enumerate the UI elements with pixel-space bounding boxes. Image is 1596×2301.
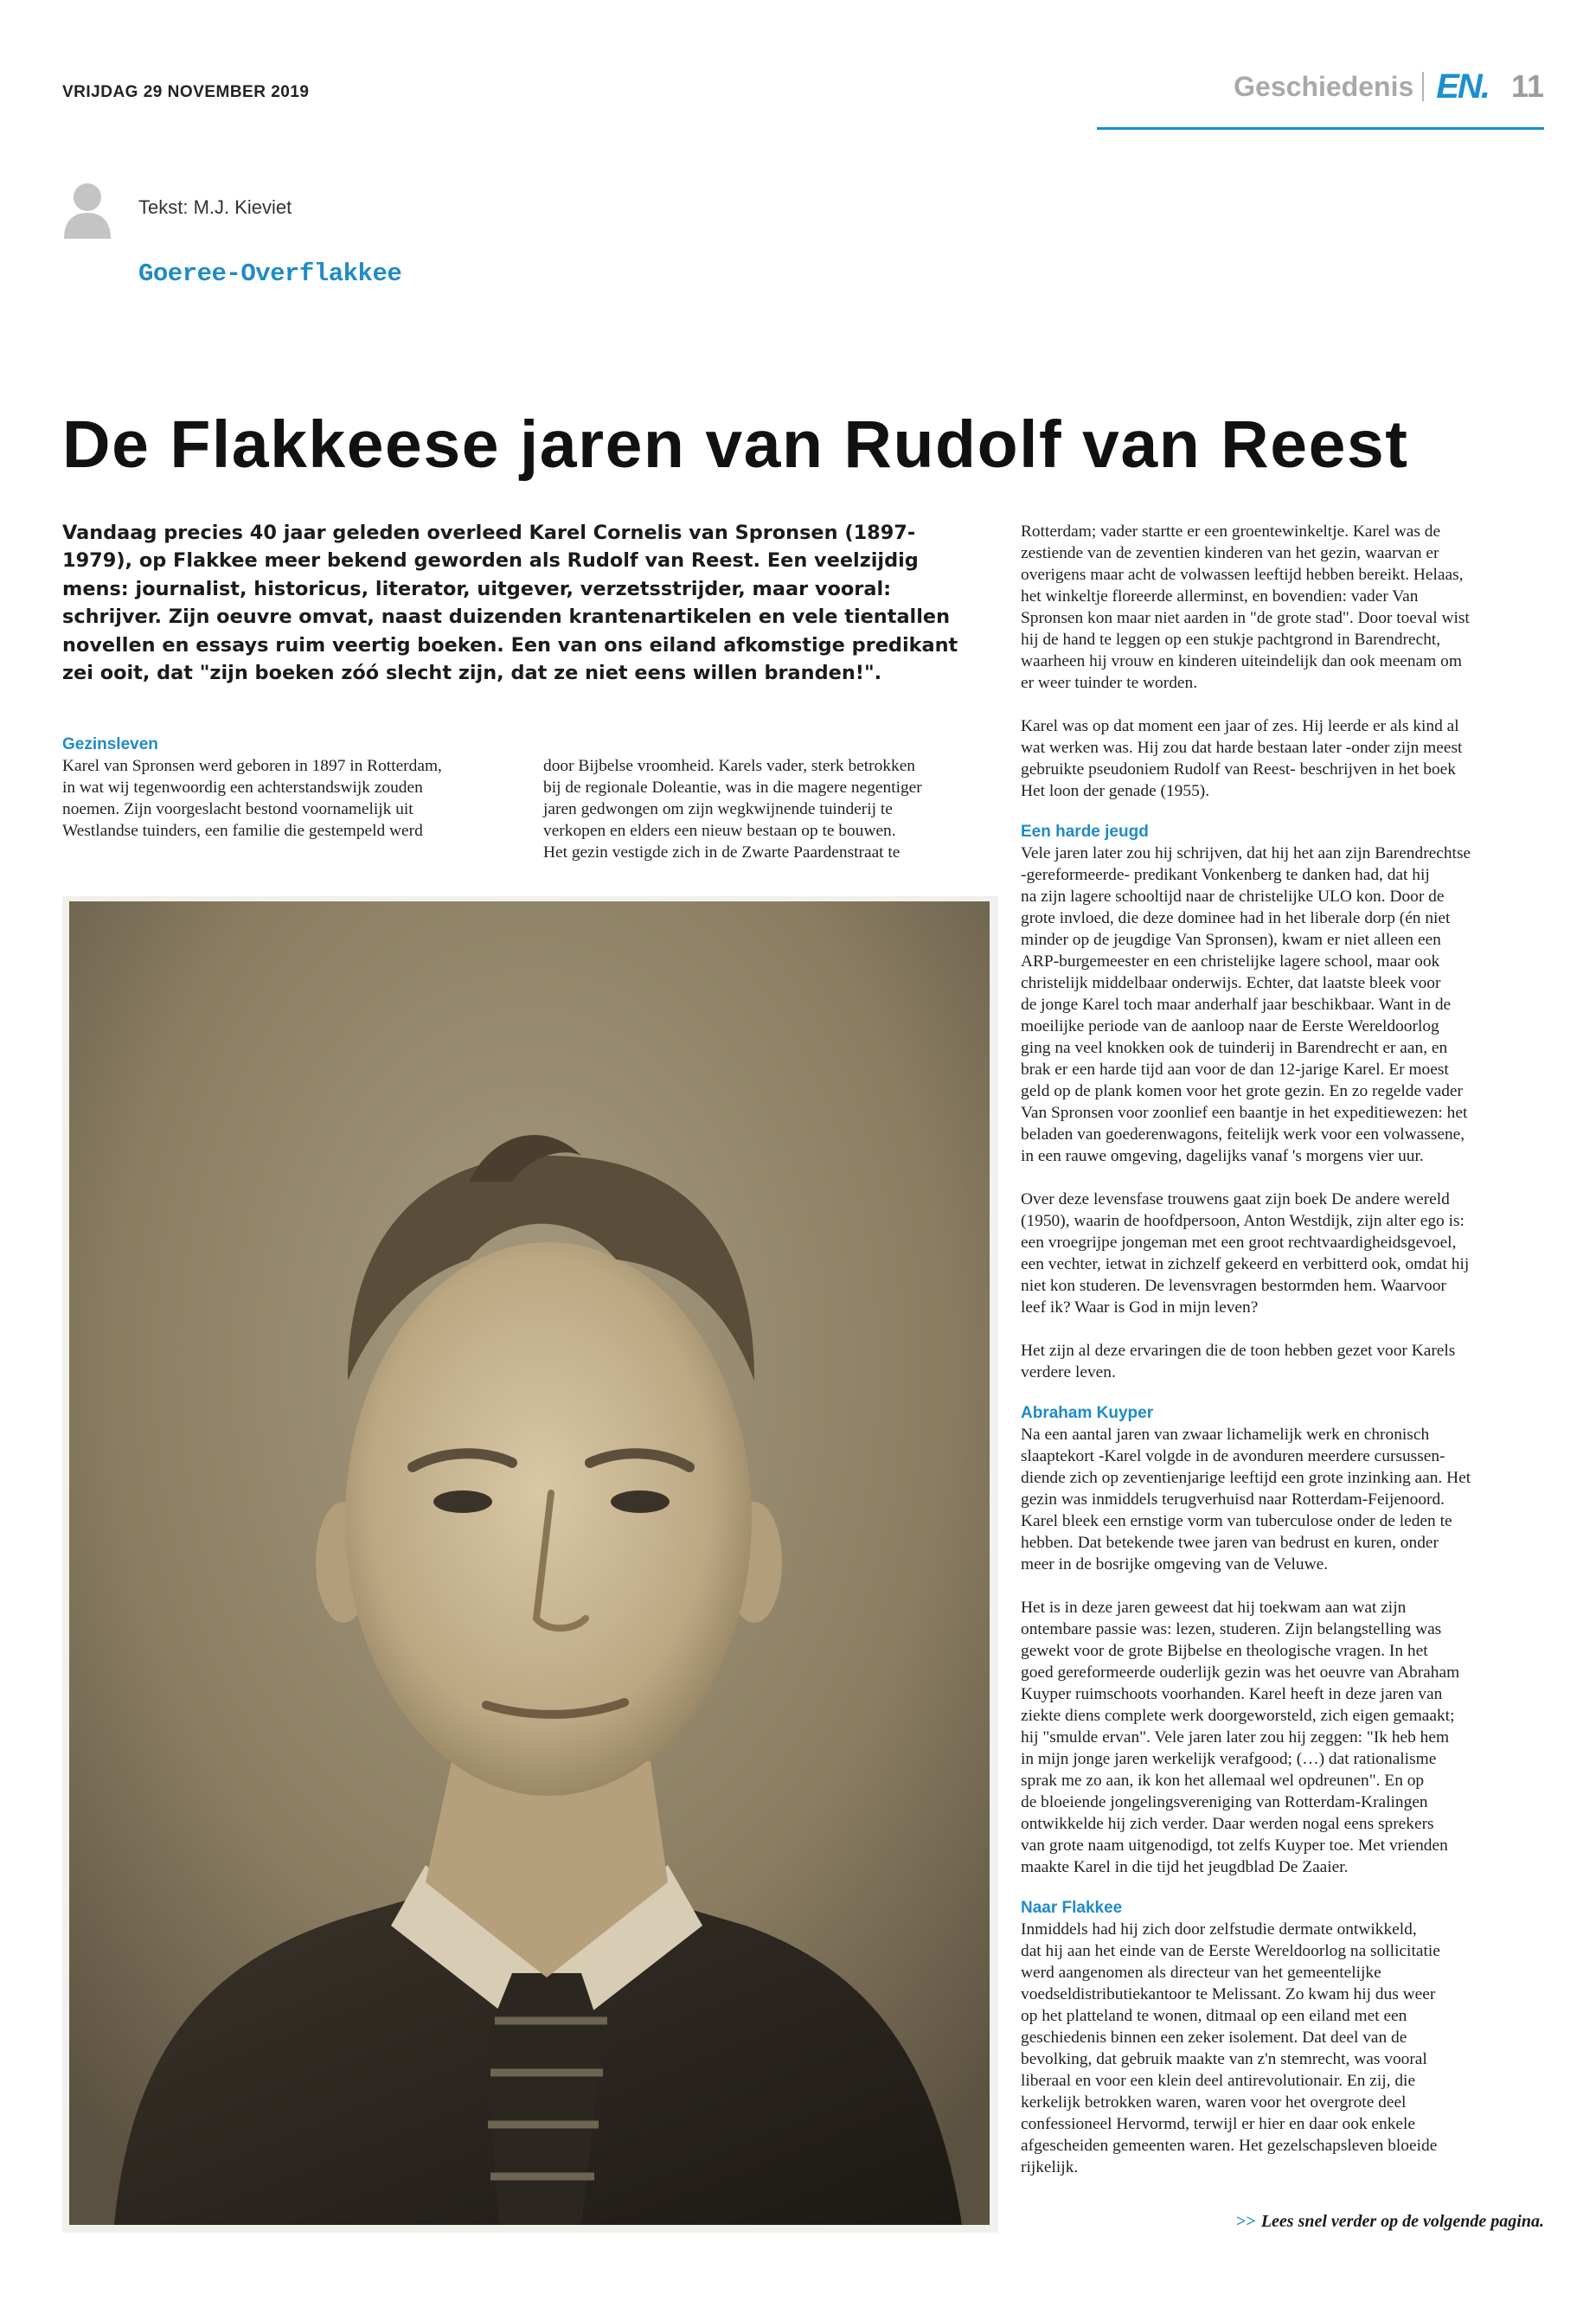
body-column-left [62,734,512,842]
text-line: ontembare passie was: lezen, studeren. Zijn belangstelling was [1021,1620,1442,1638]
text-line: gewekt voor de grote Bijbelse en theologische vragen. In het [1021,1642,1428,1660]
text-line: verkopen en elders een nieuw bestaan op te bouwen. [543,822,896,840]
region-label: Goeree-Overflakkee [138,260,402,288]
text-line: hebben. Dat betekende twee jaren van bedrust en kuren, onder [1021,1534,1439,1552]
text-line: in een rauwe omgeving, dagelijks vanaf 's morgens vier uur. [1021,1147,1424,1165]
text-line: zestiende van de zeventien kinderen van het gezin, waarvan er [1021,544,1439,562]
issue-date: VRIJDAG 29 NOVEMBER 2019 [62,83,310,101]
text-line: niet kon studeren. De levensvragen bestormden hem. Waarvoor [1021,1277,1446,1295]
text-line: diende zich op zeventienjarige leeftijd een grote inzinking aan. Het [1021,1469,1471,1487]
subhead-gezinsleven: Gezinsleven [62,735,158,753]
text-line: Karel bleek een ernstige vorm van tuberculose onder de leden te [1021,1512,1452,1530]
text-line: confessioneel Hervormd, terwijl er hier en daar ook enkele [1021,2115,1416,2133]
body-column-middle [543,734,976,863]
text-line: -gereformeerde- predikant Vonkenberg te danken had, dat hij [1021,866,1430,884]
text-line: de bloeiende jongelingsvereniging van Rotterdam-Kralingen [1021,1793,1428,1811]
text-line: overigens maar acht de volwassen leeftijd hebben bereikt. Helaas, [1021,566,1464,584]
text-line: Vele jaren later zou hij schrijven, dat hij het aan zijn Barendrechtse [1021,844,1471,862]
text-line: moeilijke periode van de aanloop naar de Eerste Wereldoorlog [1021,1017,1439,1035]
text-line: wat werken was. Hij zou dat harde bestaan later -onder zijn meest [1021,739,1463,757]
text-line: gebruikte pseudoniem Rudolf van Reest- beschrijven in het boek [1021,760,1456,779]
text-line: leef ik? Waar is God in mijn leven? [1021,1298,1259,1317]
paragraph [1021,521,1548,694]
text-line: Kuyper ruimschoots voorhanden. Karel heeft in deze jaren van [1021,1685,1443,1703]
text-line: ARP-burgemeester en een christelijke lagere school, maar ook [1021,952,1440,971]
text-line: waarheen hij vrouw en kinderen uiteindelijk dan ook meenam om [1021,652,1462,670]
text-line: bevolking, dat gebruik maakte van z'n stemrecht, was vooral [1021,2050,1427,2068]
header-rule [1097,127,1544,130]
text-line: een vroegrijpe jongeman met een groot rechtvaardigheidsgevoel, [1021,1234,1457,1252]
text-line: geschiedenis binnen een zeker isolement. Dat deel van de [1021,2029,1407,2047]
text-line: Inmiddels had hij zich door zelfstudie dermate ontwikkeld, [1021,1920,1417,1939]
brand-logo: EN. [1436,67,1489,106]
text-line: minder op de jeugdige Van Spronsen), kwam er niet alleen een [1021,931,1441,949]
text-line: er weer tuinder te worden. [1021,674,1198,692]
text-line: slaaptekort -Karel volgde in de avonduren meerdere cursussen- [1021,1447,1445,1465]
text-line: ontwikkelde hij zich verder. Daar werden nogal eens sprekers [1021,1815,1434,1833]
text-line: hij "smulde ervan". Vele jaren later zou hij zeggen: "Ik heb hem [1021,1728,1450,1747]
text-line: dat hij aan het einde van de Eerste Wereldoorlog na sollicitatie [1021,1942,1440,1960]
header-divider [1422,72,1424,101]
subhead-naar-flakkee: Naar Flakkee [1021,1899,1123,1917]
text-line: Het zijn al deze ervaringen die de toon hebben gezet voor Karels [1021,1342,1456,1360]
text-line: door Bijbelse vroomheid. Karels vader, sterk betrokken [543,757,916,775]
text-line: sprak me zo aan, ik kon het allemaal wel opdreunen". En op [1021,1772,1425,1790]
text-line: Over deze levensfase trouwens gaat zijn boek De andere wereld [1021,1190,1450,1208]
paragraph [1021,1424,1548,1575]
continue-notice[interactable] [1236,2212,1544,2232]
text-line: (1950), waarin de hoofdpersoon, Anton Westdijk, zijn alter ego is: [1021,1212,1465,1230]
text-line: Na een aantal jaren van zwaar lichamelijk werk en chronisch [1021,1426,1430,1444]
text-line: beladen van goederenwagons, feitelijk werk voor een volwassene, [1021,1125,1465,1144]
subhead-een-harde-jeugd: Een harde jeugd [1021,823,1149,841]
text-line: van grote naam uitgenodigd, tot zelfs Kuyper toe. Met vrienden [1021,1836,1448,1855]
person-silhouette-icon [62,180,112,239]
text-line: Spronsen kon maar niet aarden in "de grote stad". Door toeval wist [1021,609,1470,627]
text-line: verdere leven. [1021,1363,1116,1381]
text-line: geld op de plank komen voor het grote gezin. En zo regelde vader [1021,1082,1463,1100]
paragraph [1021,843,1548,1167]
text-line: goed gereformeerde ouderlijk gezin was het oeuvre van Abraham [1021,1663,1460,1682]
text-line: Westlandse tuinders, een familie die gestempeld werd [62,822,423,840]
text-line: in mijn jonge jaren werkelijk verafgood; (…) dat rationalisme [1021,1750,1437,1768]
text-line: Rotterdam; vader startte er een groentewinkeltje. Karel was de [1021,522,1441,541]
text-line: ziekte diens complete werk doorgeworsteld, zich eigen gemaakt; [1021,1707,1455,1725]
text-line: voedseldistributiekantoor te Melissant. Zo kwam hij dus weer [1021,1985,1436,2003]
text-line: christelijk middelbaar onderwijs. Echter, dat laatste bleek voor [1021,974,1441,992]
subhead-abraham-kuyper: Abraham Kuyper [1021,1404,1154,1422]
text-line: Het loon der genade (1955). [1021,782,1210,800]
text-line: jaren gedwongen om zijn wegkwijnende tuinderij te [543,800,893,818]
paragraph [1021,1189,1548,1318]
text-line: noemen. Zijn voorgeslacht bestond voornamelijk uit [62,800,413,818]
text-line: kerkelijk betrokken waren, waren voor het overgrote deel [1021,2093,1407,2112]
text-line: ging na veel knokken ook de tuinderij in Barendrecht er aan, en [1021,1039,1448,1057]
paragraph [1021,715,1548,802]
paragraph [62,755,512,842]
text-line: na zijn lagere schooltijd naar de christelijke ULO kon. Door de [1021,888,1445,906]
section-header [1234,67,1544,106]
text-line: Karel was op dat moment een jaar of zes. Hij leerde er als kind al [1021,717,1459,735]
text-line: meer in de bosrijke omgeving van de Veluwe. [1021,1555,1329,1574]
article-intro: Vandaag precies 40 jaar geleden overleed Karel Cornelis van Spronsen (1897-1979), op Flakkee meer bekend geworden als Rudolf van Reest. Een veelzijdig mens: journalist, historicus, literator, uitgever, verzetsstrijder, maar vooral: schrijver. Zijn oeuvre omvat, naast duizenden krantenartikelen en vele tientallen novellen en essays ruim veertig boeken. Een van ons eiland afkomstige predikant zei ooit, dat "zijn boeken zóó slecht zijn, dat ze niet eens willen branden!". [62,522,958,685]
text-line: in wat wij tegenwoordig een achterstandswijk zouden [62,779,423,797]
body-column-right [1021,521,1548,2178]
paragraph [1021,1919,1548,2178]
article-headline: De Flakkeese jaren van Rudolf van Reest [62,407,1409,482]
text-line: maakte Karel in die tijd het jeugdblad De Zaaier. [1021,1858,1349,1876]
text-line: grote invloed, die deze dominee had in het liberale dorp (én niet [1021,909,1451,927]
text-line: Karel van Spronsen werd geboren in 1897 in Rotterdam, [62,757,442,775]
paragraph [1021,1340,1548,1383]
text-line: afgescheiden gemeenten waren. Het gezelschapsleven bloeide [1021,2137,1438,2155]
text-line: het winkeltje floreerde allerminst, en bovendien: vader Van [1021,587,1419,606]
author-credit: Tekst: M.J. Kieviet [138,196,292,218]
page-number: 11 [1510,68,1544,104]
paragraph [543,755,976,863]
text-line: rijkelijk. [1021,2158,1079,2176]
text-line: Van Spronsen voor zoonlief een baantje in het expeditiewezen: het [1021,1104,1468,1122]
text-line: op het platteland te wonen, ditmaal op een eiland met een [1021,2007,1407,2025]
text-line: werd aangenomen als directeur van het gemeentelijke [1021,1964,1381,1982]
text-line: Het is in deze jaren geweest dat hij toekwam aan wat zijn [1021,1599,1407,1617]
double-chevron-right-icon: >> [1236,2212,1256,2231]
text-line: hij de hand te leggen op een stukje pachtgrond in Barendrecht, [1021,631,1441,649]
text-line: bij de regionale Doleantie, was in die magere negentiger [543,779,922,797]
text-line: gezin was inmiddels terugverhuisd naar Rotterdam-Feijenoord. [1021,1490,1445,1509]
continue-text: Lees snel verder op de volgende pagina. [1260,2212,1544,2231]
text-line: Het gezin vestigde zich in de Zwarte Paardenstraat te [543,843,901,862]
text-line: een vechter, ietwat in zichzelf gekeerd en verbitterd ook, omdat hij [1021,1255,1470,1273]
text-line: liberaal en voor een klein deel antirevolutionair. En zij, die [1021,2072,1416,2090]
text-line: brak er een harde tijd aan voor de dan 12-jarige Karel. Er moest [1021,1061,1449,1079]
section-label: Geschiedenis [1234,70,1414,102]
portrait-photo [62,896,998,2233]
paragraph [1021,1597,1548,1878]
text-line: de jonge Karel toch maar anderhalf jaar beschikbaar. Want in de [1021,996,1452,1014]
